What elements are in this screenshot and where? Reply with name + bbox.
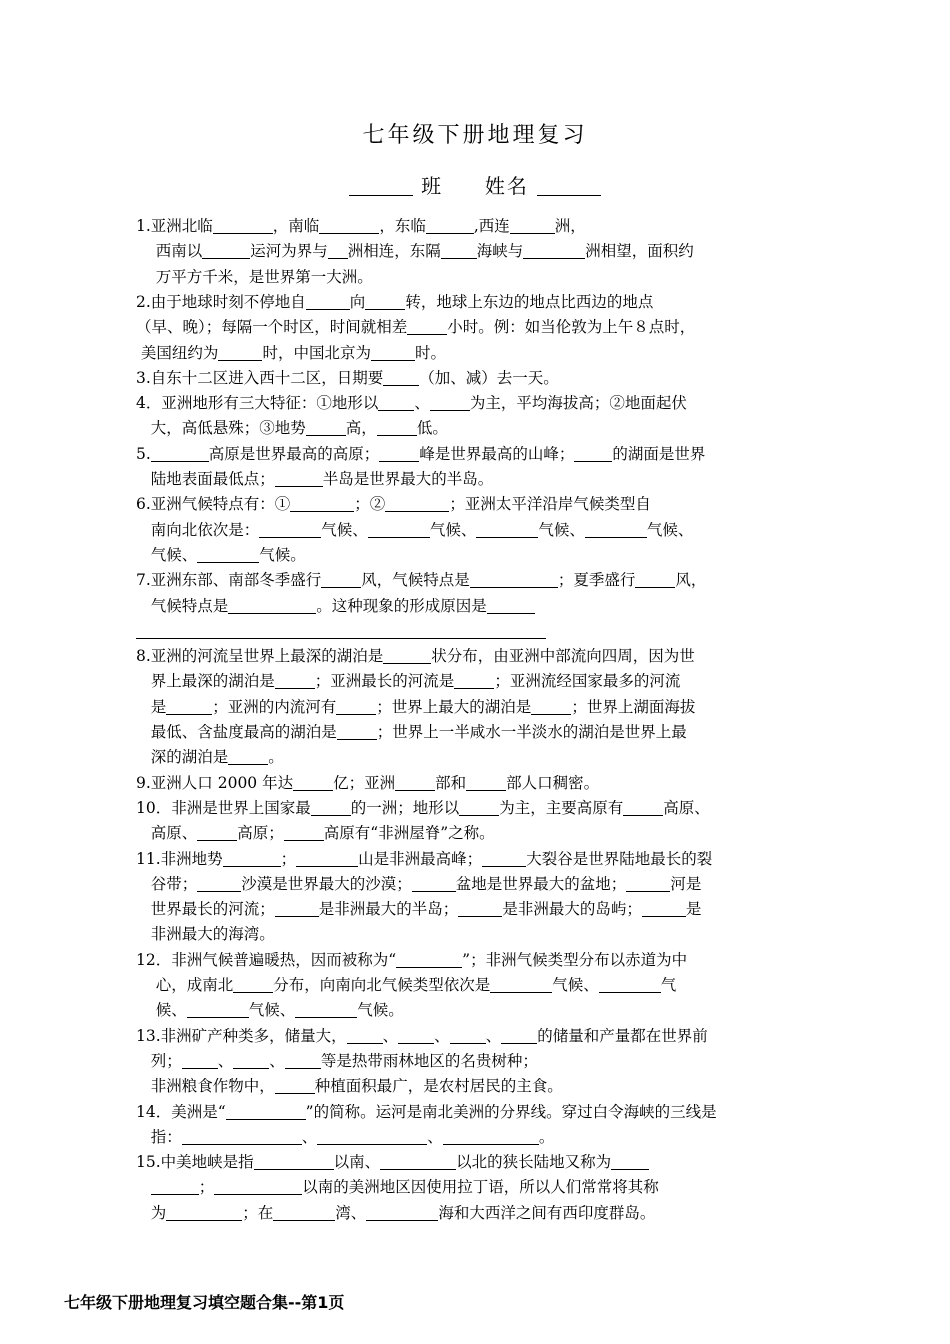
question-text: 西南以 bbox=[136, 242, 203, 261]
question-text: 15.中美地峡是指 bbox=[136, 1153, 254, 1172]
question-text: 时，中国北京为 bbox=[262, 343, 371, 362]
question-text: 时。 bbox=[414, 343, 446, 362]
question-line bbox=[136, 317, 695, 337]
answer-blank[interactable] bbox=[166, 698, 212, 715]
question-text: 向 bbox=[349, 292, 366, 311]
question-line bbox=[136, 418, 448, 438]
question-line bbox=[136, 444, 705, 464]
question-text: 气候。 bbox=[357, 1001, 404, 1020]
question-text: 、 bbox=[269, 1051, 285, 1070]
question-line bbox=[136, 849, 712, 869]
answer-blank[interactable] bbox=[523, 242, 585, 259]
question-line bbox=[136, 1127, 554, 1147]
question-text: ，南临 bbox=[272, 217, 320, 235]
answer-blank[interactable] bbox=[306, 293, 350, 310]
question-text: 谷带； bbox=[136, 874, 198, 893]
question-text: ； bbox=[280, 849, 297, 868]
answer-blank[interactable] bbox=[319, 217, 379, 234]
answer-blank[interactable] bbox=[574, 445, 612, 462]
question-text: 7.亚洲东部、南部冬季盛行 bbox=[136, 571, 322, 590]
question-text: 1.亚洲北临 bbox=[136, 217, 213, 235]
answer-blank[interactable] bbox=[197, 824, 237, 841]
question-text: 气候、 bbox=[538, 520, 585, 539]
question-text: 高原、 bbox=[136, 824, 198, 843]
answer-blank[interactable] bbox=[187, 1001, 249, 1018]
class-blank[interactable] bbox=[349, 179, 413, 196]
question-text: 气候、 bbox=[429, 520, 477, 539]
question-text: 3.自东十二区进入西十二区，日期要 bbox=[136, 368, 384, 387]
question-text: ；在 bbox=[242, 1203, 274, 1222]
question-line bbox=[136, 1102, 717, 1122]
answer-blank[interactable] bbox=[259, 521, 321, 538]
question-text: ；夏季盛行 bbox=[557, 571, 636, 590]
question-line bbox=[136, 1203, 655, 1223]
answer-blank[interactable] bbox=[490, 976, 552, 993]
answer-blank[interactable] bbox=[443, 1128, 539, 1145]
answer-blank[interactable] bbox=[385, 495, 449, 512]
page-title: 七年级下册地理复习 bbox=[362, 123, 588, 148]
answer-blank[interactable] bbox=[487, 597, 535, 614]
question-line bbox=[136, 1000, 404, 1020]
question-text: 以南、 bbox=[333, 1153, 381, 1172]
question-line bbox=[136, 216, 586, 236]
answer-blank[interactable] bbox=[293, 774, 333, 791]
question-text: 沙漠是世界最大的沙漠； bbox=[241, 874, 412, 893]
question-text: 分布，向南向北气候类型依次是 bbox=[273, 976, 491, 994]
answer-blank[interactable] bbox=[202, 242, 250, 259]
answer-blank[interactable] bbox=[407, 318, 447, 335]
question-line bbox=[136, 570, 706, 590]
question-text: 是 bbox=[685, 900, 702, 919]
answer-blank[interactable] bbox=[531, 698, 571, 715]
question-text: 、 bbox=[414, 394, 430, 413]
question-text: 、 bbox=[301, 1127, 318, 1146]
question-text: 的储量和产量都在世界前 bbox=[537, 1026, 708, 1045]
question-line bbox=[136, 368, 559, 388]
question-text: 非洲粮食作物中， bbox=[136, 1077, 275, 1096]
answer-blank[interactable] bbox=[233, 1052, 269, 1069]
answer-blank[interactable] bbox=[275, 1077, 315, 1094]
answer-blank[interactable] bbox=[426, 217, 474, 234]
question-line bbox=[136, 722, 687, 742]
answer-blank[interactable] bbox=[306, 419, 346, 436]
question-text: ；亚洲太平洋沿岸气候类型自 bbox=[449, 495, 651, 514]
question-text: 洲相望，面积约 bbox=[585, 242, 694, 261]
question-text: 河是 bbox=[670, 874, 702, 893]
question-text: 等是热带雨林地区的名贵树种； bbox=[320, 1051, 538, 1070]
question-text: 小时。例：如当伦敦为上午８点时， bbox=[447, 318, 696, 337]
answer-blank[interactable] bbox=[295, 1001, 357, 1018]
question-text: 是非洲最大的岛屿； bbox=[502, 900, 642, 919]
answer-blank[interactable] bbox=[273, 1204, 335, 1221]
question-line bbox=[136, 874, 701, 894]
answer-blank[interactable] bbox=[226, 1103, 306, 1120]
answer-blank[interactable] bbox=[383, 647, 431, 664]
answer-blank[interactable] bbox=[223, 850, 281, 867]
answer-blank[interactable] bbox=[458, 900, 502, 917]
question-text: 5. bbox=[136, 444, 151, 463]
answer-blank[interactable] bbox=[218, 344, 262, 361]
question-text: 气候、 bbox=[136, 545, 198, 564]
question-line bbox=[136, 469, 493, 489]
question-line bbox=[136, 1026, 708, 1046]
class-name-line bbox=[0, 170, 950, 199]
answer-blank[interactable] bbox=[599, 976, 661, 993]
question-text: ；世界上湖面海拔 bbox=[571, 697, 696, 716]
question-text: 、 bbox=[434, 1026, 450, 1045]
answer-blank[interactable] bbox=[380, 1153, 456, 1170]
question-line bbox=[136, 671, 680, 691]
question-text: 陆地表面最低点； bbox=[136, 470, 275, 488]
question-line bbox=[136, 1051, 538, 1071]
question-line bbox=[136, 241, 694, 261]
question-line bbox=[136, 343, 446, 363]
question-text: 。这种现象的形成原因是 bbox=[316, 596, 487, 615]
question-line bbox=[136, 1152, 649, 1172]
question-text: 种植面积最广，是农村居民的主食。 bbox=[314, 1077, 563, 1096]
answer-blank[interactable] bbox=[136, 622, 546, 639]
question-text: 为主，平均海拔高；②地面起伏 bbox=[469, 394, 687, 413]
question-text: 9.亚洲人口 2000 年达 bbox=[136, 773, 294, 792]
question-text: ；② bbox=[354, 495, 386, 514]
question-text: 心，成南北 bbox=[136, 976, 234, 994]
answer-blank[interactable] bbox=[296, 850, 358, 867]
question-line bbox=[136, 823, 495, 843]
answer-blank[interactable] bbox=[347, 1027, 383, 1044]
answer-blank[interactable] bbox=[510, 217, 555, 234]
question-line bbox=[136, 798, 710, 818]
question-text: 气 bbox=[660, 976, 677, 994]
question-text: 万平方千米，是世界第一大洲。 bbox=[136, 267, 373, 286]
answer-blank[interactable] bbox=[275, 470, 323, 487]
answer-blank[interactable] bbox=[284, 824, 324, 841]
question-text: 气候、 bbox=[321, 520, 368, 539]
question-text: 深的湖泊是 bbox=[136, 748, 229, 767]
question-text: 是非洲最大的半岛； bbox=[318, 900, 459, 919]
question-line bbox=[136, 950, 687, 970]
question-line bbox=[136, 1076, 563, 1096]
question-text: 高原； bbox=[237, 824, 284, 843]
question-text: ；世界上最大的湖泊是 bbox=[376, 697, 532, 716]
question-text: 气候、 bbox=[552, 976, 599, 994]
answer-blank[interactable] bbox=[366, 1204, 438, 1221]
answer-blank[interactable] bbox=[328, 242, 348, 259]
question-text: ；世界上一半咸水一半淡水的湖泊是世界上最 bbox=[376, 723, 687, 741]
question-text: 大，高低悬殊；③地势 bbox=[136, 419, 306, 438]
answer-blank[interactable] bbox=[377, 419, 417, 436]
question-text: 。 bbox=[268, 748, 284, 767]
answer-blank[interactable] bbox=[275, 900, 319, 917]
question-text: 风，气候特点是 bbox=[361, 571, 470, 590]
question-text: 指： bbox=[136, 1127, 182, 1146]
answer-blank[interactable] bbox=[365, 293, 405, 310]
question-line bbox=[136, 494, 651, 514]
question-line bbox=[136, 520, 693, 540]
question-text: 半岛是世界最大的半岛。 bbox=[322, 470, 494, 488]
question-text: 高原是世界最高的高原； bbox=[208, 444, 380, 463]
question-text: 14．美洲是“ bbox=[136, 1102, 226, 1121]
question-text: 4．亚洲地形有三大特征：①地形以 bbox=[136, 394, 379, 413]
question-text: ；亚洲最长的河流是 bbox=[314, 672, 455, 691]
page-footer: 七年级下册地理复习填空题合集--第1页 bbox=[64, 1293, 345, 1312]
answer-blank[interactable] bbox=[482, 850, 526, 867]
answer-blank[interactable] bbox=[228, 748, 268, 765]
question-text: 海峡与 bbox=[476, 242, 524, 261]
question-text: 山是非洲最高峰； bbox=[358, 849, 483, 868]
answer-blank[interactable] bbox=[466, 774, 506, 791]
answer-blank[interactable] bbox=[317, 1128, 427, 1145]
question-text: 洲相连，东隔 bbox=[347, 242, 441, 261]
question-line bbox=[136, 292, 653, 312]
answer-blank[interactable] bbox=[213, 217, 273, 234]
answer-blank[interactable] bbox=[441, 242, 477, 259]
question-text: 以南的美洲地区因使用拉丁语，所以人们常常将其称 bbox=[302, 1178, 659, 1197]
answer-blank[interactable] bbox=[254, 1153, 334, 1170]
answer-blank[interactable] bbox=[412, 875, 456, 892]
question-text: 最低、含盐度最高的湖泊是 bbox=[136, 723, 337, 741]
question-line bbox=[136, 747, 284, 767]
answer-blank[interactable] bbox=[450, 1027, 486, 1044]
answer-blank[interactable] bbox=[395, 774, 435, 791]
question-text: 亿；亚洲 bbox=[333, 773, 396, 792]
answer-blank[interactable] bbox=[470, 571, 558, 588]
question-text: 气候。 bbox=[259, 545, 306, 564]
answer-blank[interactable] bbox=[379, 445, 419, 462]
question-text: 运河为界与 bbox=[250, 242, 328, 261]
answer-blank[interactable] bbox=[228, 597, 316, 614]
question-line bbox=[136, 621, 546, 641]
answer-blank[interactable] bbox=[501, 1027, 537, 1044]
question-line bbox=[136, 393, 687, 413]
question-text: 盆地是世界最大的盆地； bbox=[455, 874, 627, 893]
answer-blank[interactable] bbox=[285, 1052, 321, 1069]
answer-blank[interactable] bbox=[459, 799, 499, 816]
question-text: 为主，主要高原有 bbox=[499, 798, 624, 817]
question-text: 南向北依次是： bbox=[136, 520, 260, 539]
answer-blank[interactable] bbox=[430, 394, 470, 411]
question-line bbox=[136, 646, 695, 666]
question-text: 12．非洲气候普遍暖热，因而被称为“ bbox=[136, 950, 397, 969]
question-text: 气候特点是 bbox=[136, 596, 229, 615]
question-text: 6.亚洲气候特点有：① bbox=[136, 495, 291, 514]
question-text: 非洲最大的海湾。 bbox=[136, 925, 275, 944]
answer-blank[interactable] bbox=[233, 976, 273, 993]
answer-blank[interactable] bbox=[383, 369, 419, 386]
answer-blank[interactable] bbox=[311, 799, 351, 816]
answer-blank[interactable] bbox=[378, 394, 414, 411]
answer-blank[interactable] bbox=[290, 495, 354, 512]
question-text: ； bbox=[198, 1178, 215, 1197]
question-text: 的一洲；地形以 bbox=[350, 798, 460, 817]
question-text: （早、晚）；每隔一个时区，时间就相差 bbox=[136, 318, 408, 337]
question-text: 状分布，由亚洲中部流向四周，因为世 bbox=[431, 647, 695, 666]
question-line bbox=[136, 267, 373, 287]
answer-blank[interactable] bbox=[611, 1153, 649, 1170]
question-line bbox=[136, 1177, 659, 1197]
answer-blank[interactable] bbox=[166, 1204, 242, 1221]
question-text: 、 bbox=[382, 1026, 399, 1045]
question-text: 世界最长的河流； bbox=[136, 900, 275, 919]
answer-blank[interactable] bbox=[454, 672, 494, 689]
question-text: 、 bbox=[485, 1026, 502, 1045]
question-text: 高原有“非洲屋脊”之称。 bbox=[323, 824, 495, 843]
question-text: ”；非洲气候类型分布以赤道为中 bbox=[462, 950, 688, 969]
question-text: 气候、 bbox=[646, 520, 694, 539]
name-blank[interactable] bbox=[537, 179, 601, 196]
question-text: （加、减）去一天。 bbox=[419, 368, 559, 387]
answer-blank[interactable] bbox=[336, 698, 376, 715]
answer-blank[interactable] bbox=[585, 521, 647, 538]
question-text: ”的简称。运河是南北美洲的分界线。穿过白令海峡的三线是 bbox=[305, 1102, 717, 1121]
answer-blank[interactable] bbox=[214, 1178, 302, 1195]
answer-blank[interactable] bbox=[371, 344, 415, 361]
question-text: 美国纽约为 bbox=[136, 343, 219, 362]
question-text: 的湖面是世界 bbox=[612, 444, 706, 463]
answer-blank[interactable] bbox=[321, 571, 361, 588]
question-text: 高原、 bbox=[663, 798, 710, 817]
question-text: 2.由于地球时刻不停地自 bbox=[136, 292, 306, 311]
answer-blank[interactable] bbox=[626, 875, 670, 892]
answer-blank[interactable] bbox=[368, 521, 430, 538]
question-text: 界上最深的湖泊是 bbox=[136, 672, 275, 691]
question-text: ,西连 bbox=[473, 217, 510, 235]
question-text: 候、 bbox=[136, 1001, 187, 1020]
question-text: 部人口稠密。 bbox=[506, 773, 600, 792]
answer-blank[interactable] bbox=[275, 672, 315, 689]
question-text: 以北的狭长陆地又称为 bbox=[456, 1153, 612, 1172]
question-line bbox=[136, 596, 535, 616]
question-line bbox=[136, 975, 676, 995]
question-line bbox=[136, 773, 599, 793]
question-text: 风， bbox=[675, 571, 707, 590]
question-text: 大裂谷是世界陆地最长的裂 bbox=[526, 849, 713, 868]
question-text: 。 bbox=[538, 1127, 555, 1146]
answer-blank[interactable] bbox=[635, 571, 675, 588]
question-text: 气候、 bbox=[248, 1001, 296, 1020]
question-text: 、 bbox=[427, 1127, 443, 1146]
answer-blank[interactable] bbox=[396, 951, 462, 968]
question-text: ；亚洲流经国家最多的河流 bbox=[494, 672, 681, 691]
class-label: 班 bbox=[421, 174, 444, 198]
question-text: 海和大西洋之间有西印度群岛。 bbox=[438, 1203, 656, 1222]
question-text: 为 bbox=[136, 1203, 167, 1222]
name-label: 姓名 bbox=[484, 174, 529, 198]
question-text: 10．非洲是世界上国家最 bbox=[136, 798, 311, 817]
answer-blank[interactable] bbox=[398, 1027, 434, 1044]
question-text: 、 bbox=[217, 1051, 234, 1070]
question-text: 列； bbox=[136, 1051, 182, 1070]
question-text: 低。 bbox=[416, 419, 448, 438]
question-text: 部和 bbox=[435, 773, 467, 792]
question-text: ；亚洲的内流河有 bbox=[212, 697, 337, 716]
question-text: 高， bbox=[345, 419, 377, 438]
answer-blank[interactable] bbox=[197, 546, 259, 563]
question-line bbox=[136, 545, 306, 565]
question-text: 8.亚洲的河流呈世界上最深的湖泊是 bbox=[136, 647, 384, 666]
question-line bbox=[136, 899, 701, 919]
answer-blank[interactable] bbox=[151, 1178, 199, 1195]
answer-blank[interactable] bbox=[182, 1052, 218, 1069]
answer-blank[interactable] bbox=[623, 799, 663, 816]
answer-blank[interactable] bbox=[151, 445, 209, 462]
question-text: 转，地球上东边的地点比西边的地点 bbox=[405, 292, 654, 311]
question-line bbox=[136, 924, 275, 944]
question-text: 是 bbox=[136, 697, 167, 716]
question-text: 11.非洲地势 bbox=[136, 849, 223, 868]
question-text: 湾、 bbox=[335, 1203, 367, 1222]
answer-blank[interactable] bbox=[337, 723, 377, 740]
question-text: 洲， bbox=[554, 217, 586, 235]
question-line bbox=[136, 697, 695, 717]
answer-blank[interactable] bbox=[197, 875, 241, 892]
answer-blank[interactable] bbox=[476, 521, 538, 538]
question-text: 13.非洲矿产种类多，储量大， bbox=[136, 1026, 347, 1045]
question-text bbox=[136, 1178, 151, 1196]
question-text: ，东临 bbox=[379, 217, 426, 235]
answer-blank[interactable] bbox=[642, 900, 686, 917]
answer-blank[interactable] bbox=[182, 1128, 302, 1145]
question-text: 峰是世界最高的山峰； bbox=[419, 444, 575, 463]
